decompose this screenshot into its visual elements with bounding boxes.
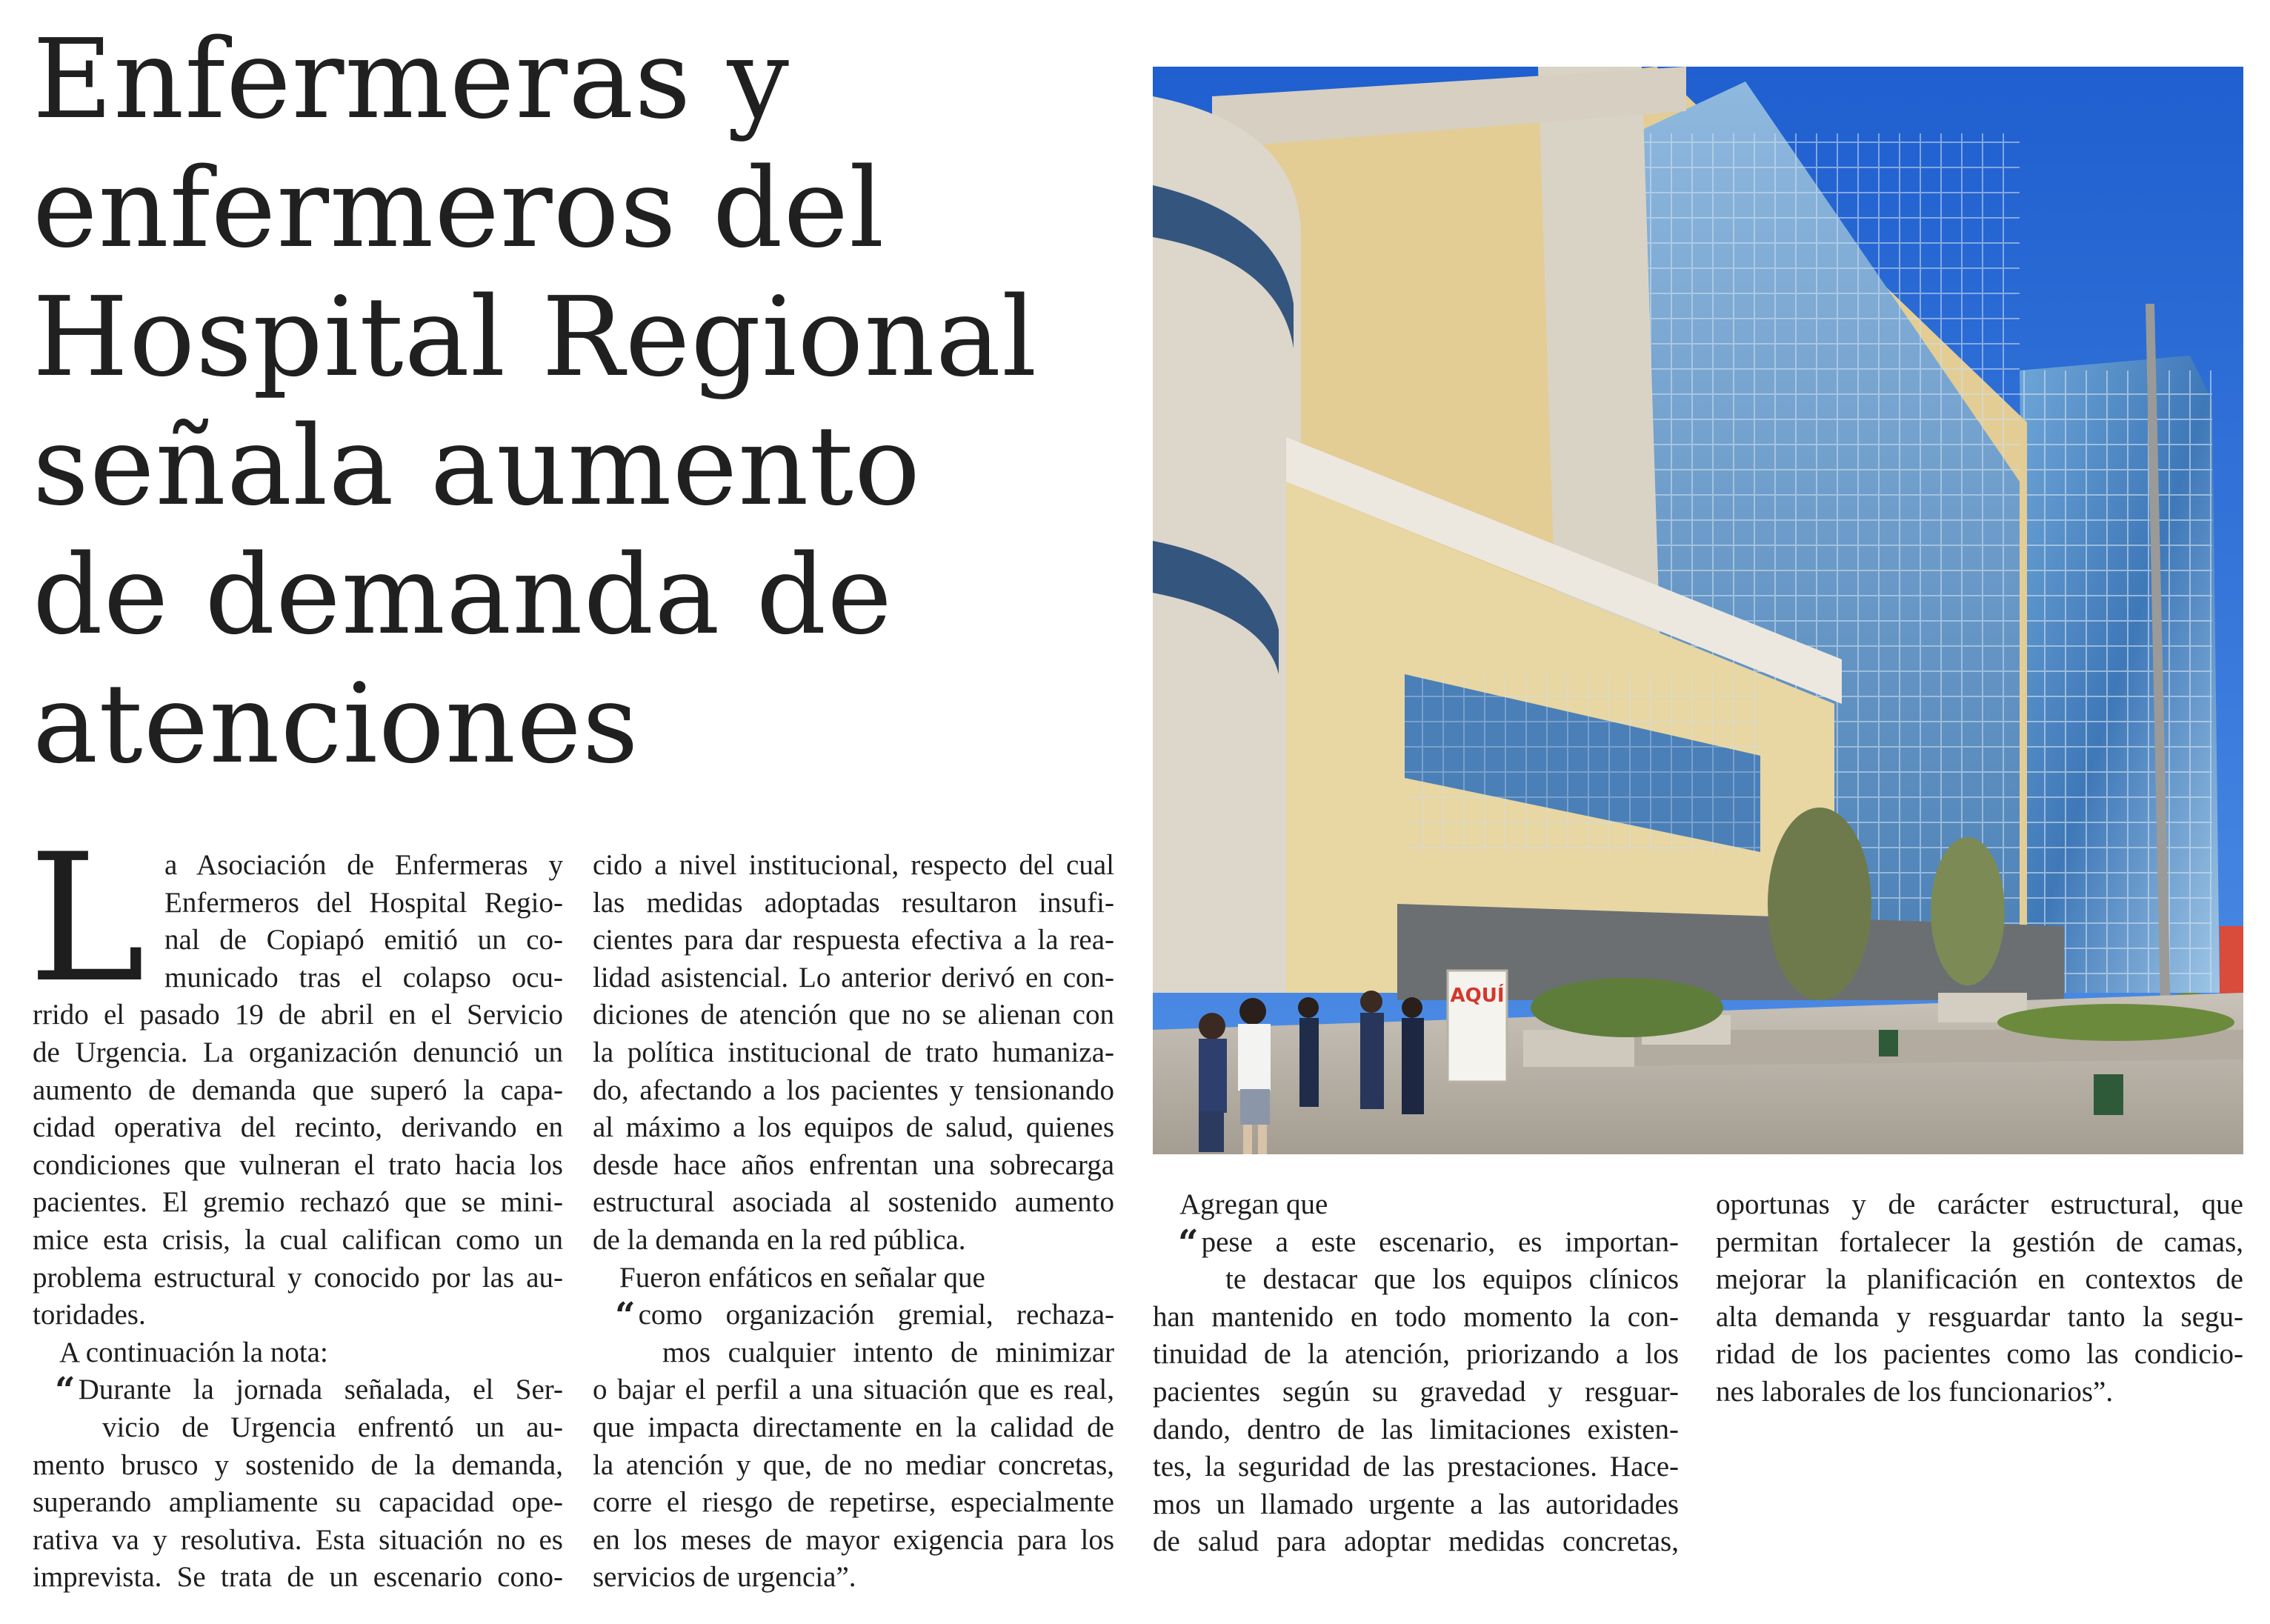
text-line: nes laborales de los funcionarios”. — [1716, 1375, 2114, 1408]
text-line: permitan fortalecer la gestión de camas, — [1716, 1225, 2243, 1258]
text-line: vicio de Urgencia enfrentó un au- — [102, 1411, 563, 1443]
text-line: mento brusco y sostenido de la demanda, — [33, 1448, 563, 1481]
text-line: dando, dentro de las limitaciones existen- — [1153, 1413, 1679, 1445]
text-line: de Urgencia. La organización denunció un — [33, 1036, 563, 1068]
headline-line: enfermeros del — [33, 144, 885, 272]
text-line: ridad de los pacientes como las condicio- — [1716, 1338, 2243, 1371]
text-line: que impacta directamente en la calidad de — [593, 1411, 1114, 1443]
text-line: A continuación la nota: — [59, 1336, 328, 1368]
article-column-1 — [33, 847, 563, 1597]
text-line: lidad asistencial. Lo anterior derivó en con- — [593, 961, 1114, 994]
headline — [33, 15, 1129, 788]
hospital-building-illustration — [1153, 67, 2243, 1154]
headline-line: señala aumento — [33, 402, 922, 530]
text-line: Agregan que — [1179, 1188, 1328, 1220]
text-line: toridades. — [33, 1299, 146, 1331]
headline-line: Enfermeras y — [33, 16, 790, 143]
text-line: la política institucional de trato humaniza- — [593, 1036, 1114, 1068]
text-line: te destacar que los equipos clínicos — [1225, 1263, 1679, 1296]
text-line: municado tras el colapso ocu- — [164, 961, 563, 994]
quote-mark-icon: “ — [55, 1370, 73, 1412]
text-line: cientes para dar respuesta efectiva a la rea- — [593, 924, 1114, 956]
text-line: condiciones que vulneran el trato hacia los — [33, 1148, 563, 1181]
text-line: pacientes. El gremio rechazó que se mini- — [33, 1186, 563, 1219]
article-column-2 — [593, 847, 1114, 1597]
quote-mark-icon: “ — [1178, 1222, 1196, 1264]
text-line: la atención y que, de no mediar concretas, — [593, 1448, 1114, 1481]
text-line: en los meses de mayor exigencia para los — [593, 1523, 1114, 1556]
text-line: de la demanda en la red pública. — [593, 1223, 966, 1256]
text-line: superando ampliamente su capacidad ope- — [33, 1486, 563, 1519]
text-line: como organización gremial, rechaza- — [638, 1299, 1114, 1331]
text-line: han mantenido en todo momento la con- — [1153, 1300, 1679, 1333]
article-column-3 — [1153, 1186, 1679, 1561]
text-line: pese a este escenario, es importan- — [1201, 1225, 1679, 1258]
text-line: nal de Copiapó emitió un co- — [164, 924, 563, 956]
text-line: de salud para adoptar medidas concretas, — [1153, 1525, 1679, 1558]
text-line: servicios de urgencia”. — [593, 1561, 856, 1594]
text-line: Durante la jornada señalada, el Ser- — [78, 1374, 563, 1406]
text-line: oportunas y de carácter estructural, que — [1716, 1188, 2243, 1220]
text-line: problema estructural y conocido por las au- — [33, 1261, 563, 1294]
text-line: imprevista. Se trata de un escenario cono- — [33, 1561, 563, 1594]
text-line: mos cualquier intento de minimizar — [662, 1336, 1114, 1368]
quote-mark-icon: “ — [615, 1295, 633, 1337]
text-line: cido a nivel institucional, respecto del cual — [593, 849, 1114, 881]
text-line: diciones de atención que no se alienan con — [593, 999, 1114, 1031]
text-line: do, afectando a los pacientes y tensionando — [593, 1074, 1114, 1106]
text-line: cidad operativa del recinto, derivando en — [33, 1111, 563, 1144]
text-line: las medidas adoptadas resultaron insufi- — [593, 886, 1114, 919]
headline-line: de demanda de — [33, 531, 893, 659]
text-line: o bajar el perfil a una situación que es real, — [593, 1374, 1114, 1406]
photo-sign-text: AQUÍ — [1450, 985, 1505, 1007]
text-line: pacientes según su gravedad y resguar- — [1153, 1375, 1679, 1408]
article-column-4 — [1716, 1186, 2243, 1411]
text-line: corre el riesgo de repetirse, especialmente — [593, 1486, 1114, 1519]
text-line: rativa va y resolutiva. Esta situación no es — [33, 1523, 563, 1556]
hospital-photo — [1153, 67, 2243, 1154]
drop-cap: L — [28, 816, 146, 1022]
text-line: desde hace años enfrentan una sobrecarga — [593, 1148, 1114, 1181]
text-line: rrido el pasado 19 de abril en el Servicio — [33, 999, 563, 1031]
text-line: al máximo a los equipos de salud, quienes — [593, 1111, 1114, 1144]
text-line: alta demanda y resguardar tanto la segu- — [1716, 1300, 2243, 1333]
text-line: Fueron enfáticos en señalar que — [619, 1261, 985, 1294]
text-line: Enfermeros del Hospital Regio- — [164, 886, 563, 919]
text-line: aumento de demanda que superó la capa- — [33, 1074, 563, 1106]
text-line: mos un llamado urgente a las autoridades — [1153, 1488, 1679, 1520]
text-line: mejorar la planificación en contextos de — [1716, 1263, 2243, 1296]
text-line: a Asociación de Enfermeras y — [164, 849, 563, 881]
text-line: estructural asociada al sostenido aumento — [593, 1186, 1114, 1219]
headline-line: atenciones — [33, 660, 639, 788]
text-line: tinuidad de la atención, priorizando a los — [1153, 1338, 1679, 1371]
text-line: tes, la seguridad de las prestaciones. Hace- — [1153, 1451, 1679, 1483]
headline-line: Hospital Regional — [33, 273, 1038, 401]
text-line: mice esta crisis, la cual califican como un — [33, 1223, 563, 1256]
